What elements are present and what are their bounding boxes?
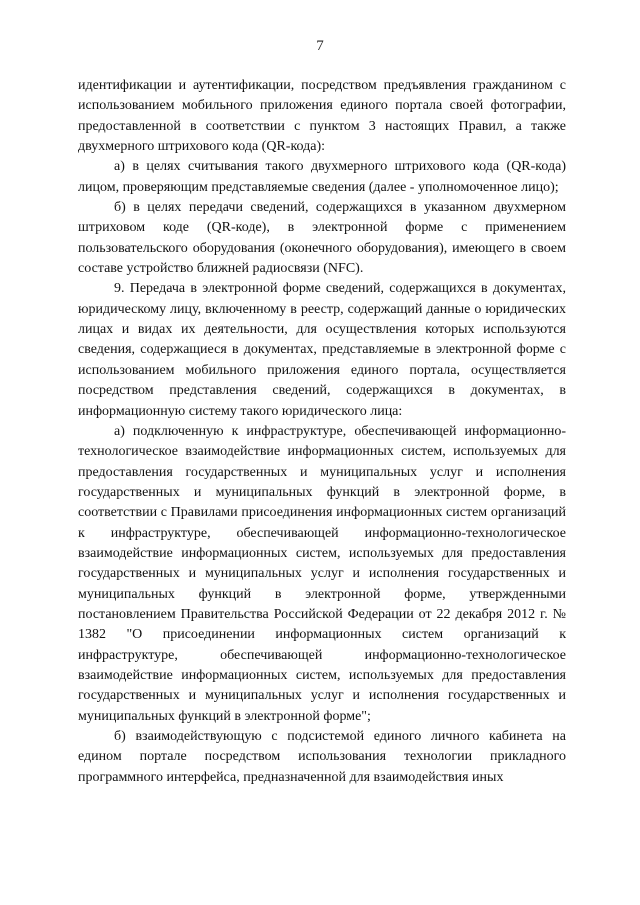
document-body — [78, 76, 566, 788]
paragraph-section-9: 9. Передача в электронной форме сведений, содержащихся в документах, юридическому лицу, включенному в реестр, содержащий данные о юридических лицах и видах их деятельности, для осуществления которых используются сведения, содержащиеся в документах, представляемые в электронной форме с использованием мобильного приложения единого портала, осуществляется посредством представления сведений, содержащихся в документах, в информационную систему такого юридического лица: — [78, 281, 566, 419]
paragraph-item-b-nfc: б) в целях передачи сведений, содержащихся в указанном двухмерном штриховом коде (QR-коде), в электронной форме с применением пользовательского оборудования (оконечного оборудования), имеющего в своем составе устройство ближней радиосвязи (NFC). — [78, 200, 566, 277]
paragraph-item-a-infrastructure: а) подключенную к инфраструктуре, обеспечивающей информационно-технологическое взаимодействие информационных систем, используемых для предоставления государственных и муниципальных услуг и исполнения государственных и муниципальных функций в электронной форме, в соответствии с Правилами присоединения информационных систем организаций к инфраструктуре, обеспечивающей информационно-технологическое взаимодействие информационных систем, используемых для предоставления государственных и муниципальных услуг и исполнения государственных и муниципальных функций в электронной форме, утвержденными постановлением Правительства Российской Федерации от 22 декабря 2012 г. № 1382 "О присоединении информационных систем организаций к инфраструктуре, обеспечивающей информационно-технологическое взаимодействие информационных систем, используемых для предоставления государственных и муниципальных услуг и исполнения государственных и муниципальных функций в электронной форме"; — [78, 423, 566, 724]
page-number: 7 — [316, 38, 324, 54]
paragraph-item-b-cabinet: б) взаимодействующую с подсистемой единого личного кабинета на едином портале посредством использования технологии прикладного программного интерфейса, предназначенной для взаимодействия иных — [78, 729, 566, 785]
paragraph-intro: идентификации и аутентификации, посредством предъявления гражданином с использованием мобильного приложения единого портала своей фотографии, предоставленной в соответствии с пунктом 3 настоящих Правил, а также двухмерного штрихового кода (QR-кода): — [78, 78, 566, 155]
paragraph-item-a-qr: а) в целях считывания такого двухмерного штрихового кода (QR-кода) лицом, проверяющим представляемые сведения (далее - уполномоченное лицо); — [78, 159, 566, 195]
